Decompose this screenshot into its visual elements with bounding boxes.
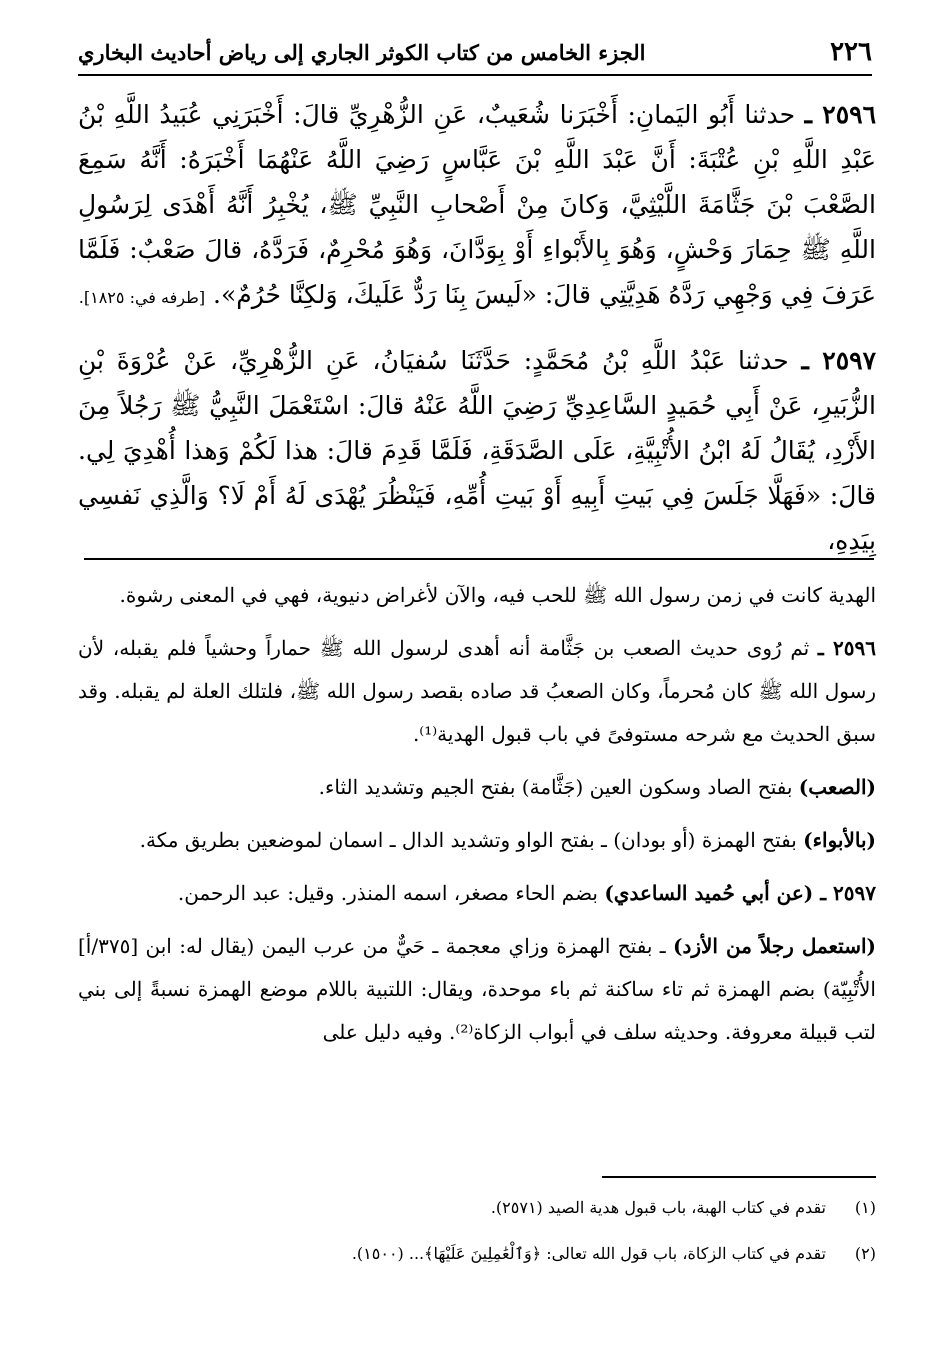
- commentary-paragraph: [78, 766, 876, 809]
- commentary-paragraph: [78, 925, 876, 1054]
- footnote: [78, 1231, 876, 1277]
- commentary-paragraph: [78, 819, 876, 862]
- section-divider: [84, 558, 874, 560]
- footnote-text: تقدم في كتاب الزكاة، باب قول الله تعالى: ﴿وَٱلْعَٰمِلِينَ عَلَيْهَا﴾... (١٥٠٠).: [351, 1244, 826, 1263]
- running-title: الجزء الخامس من كتاب الكوثر الجاري إلى رياض أحاديث البخاري: [78, 39, 646, 65]
- commentary-text: الهدية كانت في زمن رسول الله ﷺ للحب فيه، والآن لأغراض دنيوية، فهي في المعنى رشوة.: [119, 583, 876, 607]
- commentary-text: ثم رُوى حديث الصعب بن جَثَّامة أنه أهدى لرسول الله ﷺ حماراً وحشياً فلم يقبله، لأن رسول الله ﷺ كان مُحرماً، وكان الصعبُ قد صاده بقصد رسول الله ﷺ، فلتلك العلة لم يقبله. وقد سبق الحديث مع شرحه مستوفىً في باب قبول الهدية⁽¹⁾.: [78, 636, 876, 746]
- hadith-body: حدثنا عَبْدُ اللَّهِ بْنُ مُحَمَّدٍ: حَدَّثَنَا سُفيَانُ، عَنِ الزُّهْرِيِّ، عَنْ عُرْوَةَ بْنِ الزُّبَيرِ، عَنْ أَبِي حُمَيدٍ السَّاعِدِيِّ رَضِيَ اللَّهُ عَنْهُ قالَ: اسْتَعْمَلَ النَّبِيُّ ﷺ رَجُلاً مِنَ الأَزْدِ، يُقَالُ لَهُ ابْنُ الأُتْبِيَّةِ، عَلَى الصَّدَقَةِ، فَلَمَّا قَدِمَ قالَ: هذا لَكُمْ وَهذا أُهْدِيَ لِي. قالَ: «فَهَلَّا جَلَسَ فِي بَيتِ أَبِيهِ أَوْ بَيتِ أُمِّهِ، فَيَنْظُرَ يُهْدَى لَهُ أَمْ لَا؟ وَالَّذِي نَفسِي بِيَدِهِ،: [78, 346, 876, 555]
- footnotes: [78, 1185, 876, 1277]
- footnote-divider: [602, 1176, 876, 1178]
- hadith-body: حدثنا أَبُو اليَمانِ: أَخْبَرَنا شُعَيبٌ، عَنِ الزُّهْرِيِّ قالَ: أَخْبَرَنِي عُبَيدُ اللَّهِ بْنُ عَبْدِ اللَّهِ بْنِ عُتْبَةَ: أَنَّ عَبْدَ اللَّهِ بْنَ عَبَّاسٍ رَضِيَ اللَّهُ عَنْهُمَا أَخْبَرَهُ: أَنَّهُ سَمِعَ الصَّعْبَ بْنَ جَثَّامَةَ اللَّيْثِيَّ، وَكانَ مِنْ أَصْحابِ النَّبِيِّ ﷺ، يُخْبِرُ أَنَّهُ أَهْدَى لِرَسُولِ اللَّهِ ﷺ حِمَارَ وَحْشٍ، وَهُوَ بِالأَبْواءِ أَوْ بِوَدَّانَ، وَهُوَ مُحْرِمٌ، فَرَدَّهُ، قالَ صَعْبٌ: فَلَمَّا عَرَفَ فِي وَجْهِي رَدَّهُ هَدِيَّتِي قالَ: «لَيسَ بِنَا رَدٌّ عَلَيكَ، وَلكِنَّا حُرُمٌ».: [78, 100, 876, 309]
- hadith-2597: [78, 338, 876, 563]
- commentary-lemma: (استعمل رجلاً من الأزد): [673, 934, 876, 958]
- cross-reference: [طرفه في: ١٨٢٥].: [78, 288, 206, 307]
- hadith-2596: [78, 92, 876, 320]
- hadith-text-section: [78, 92, 876, 581]
- hadith-number: ٢٥٩٦ ـ: [804, 100, 877, 129]
- commentary-paragraph: [78, 872, 876, 915]
- commentary-lemma: (بالأبواء): [803, 828, 876, 852]
- commentary-lemma: (الصعب): [798, 775, 876, 799]
- footnote-number: (٢): [854, 1244, 876, 1263]
- page-header: [78, 30, 872, 76]
- commentary-section: [78, 574, 876, 1064]
- commentary-paragraph: [78, 574, 876, 617]
- footnote-text: تقدم في كتاب الهبة، باب قبول هدية الصيد (٢٥٧١).: [490, 1198, 826, 1217]
- commentary-text: ـ بفتح الهمزة وزاي معجمة ـ حَيٌّ من عرب اليمن (يقال له: ابن [٣٧٥/أ] الأُتْبِيّة) بضم الهمزة ثم تاء ساكنة ثم باء موحدة، ويقال: اللتبية باللام موضع الهمزة نسبةً إلى بني لتب قبيلة معروفة. وحديثه سلف في أبواب الزكاة⁽²⁾. وفيه دليل على: [78, 934, 876, 1044]
- page-number: ٢٢٦: [830, 37, 872, 67]
- commentary-text: بفتح الهمزة (أو بودان) ـ بفتح الواو وتشديد الدال ـ اسمان لموضعين بطريق مكة.: [139, 828, 797, 852]
- commentary-text: بفتح الصاد وسكون العين (جَثَّامة) بفتح الجيم وتشديد الثاء.: [318, 775, 793, 799]
- commentary-lemma: ٢٥٩٧ ـ (عن أبي حُميد الساعدي): [604, 881, 876, 905]
- footnote-number: (١): [854, 1198, 876, 1217]
- commentary-paragraph: [78, 627, 876, 756]
- hadith-number: ٢٥٩٧ ـ: [801, 346, 876, 375]
- footnote: [78, 1185, 876, 1231]
- commentary-text: بضم الحاء مصغر، اسمه المنذر. وقيل: عبد الرحمن.: [177, 881, 598, 905]
- commentary-lemma: ٢٥٩٦ ـ: [817, 636, 876, 660]
